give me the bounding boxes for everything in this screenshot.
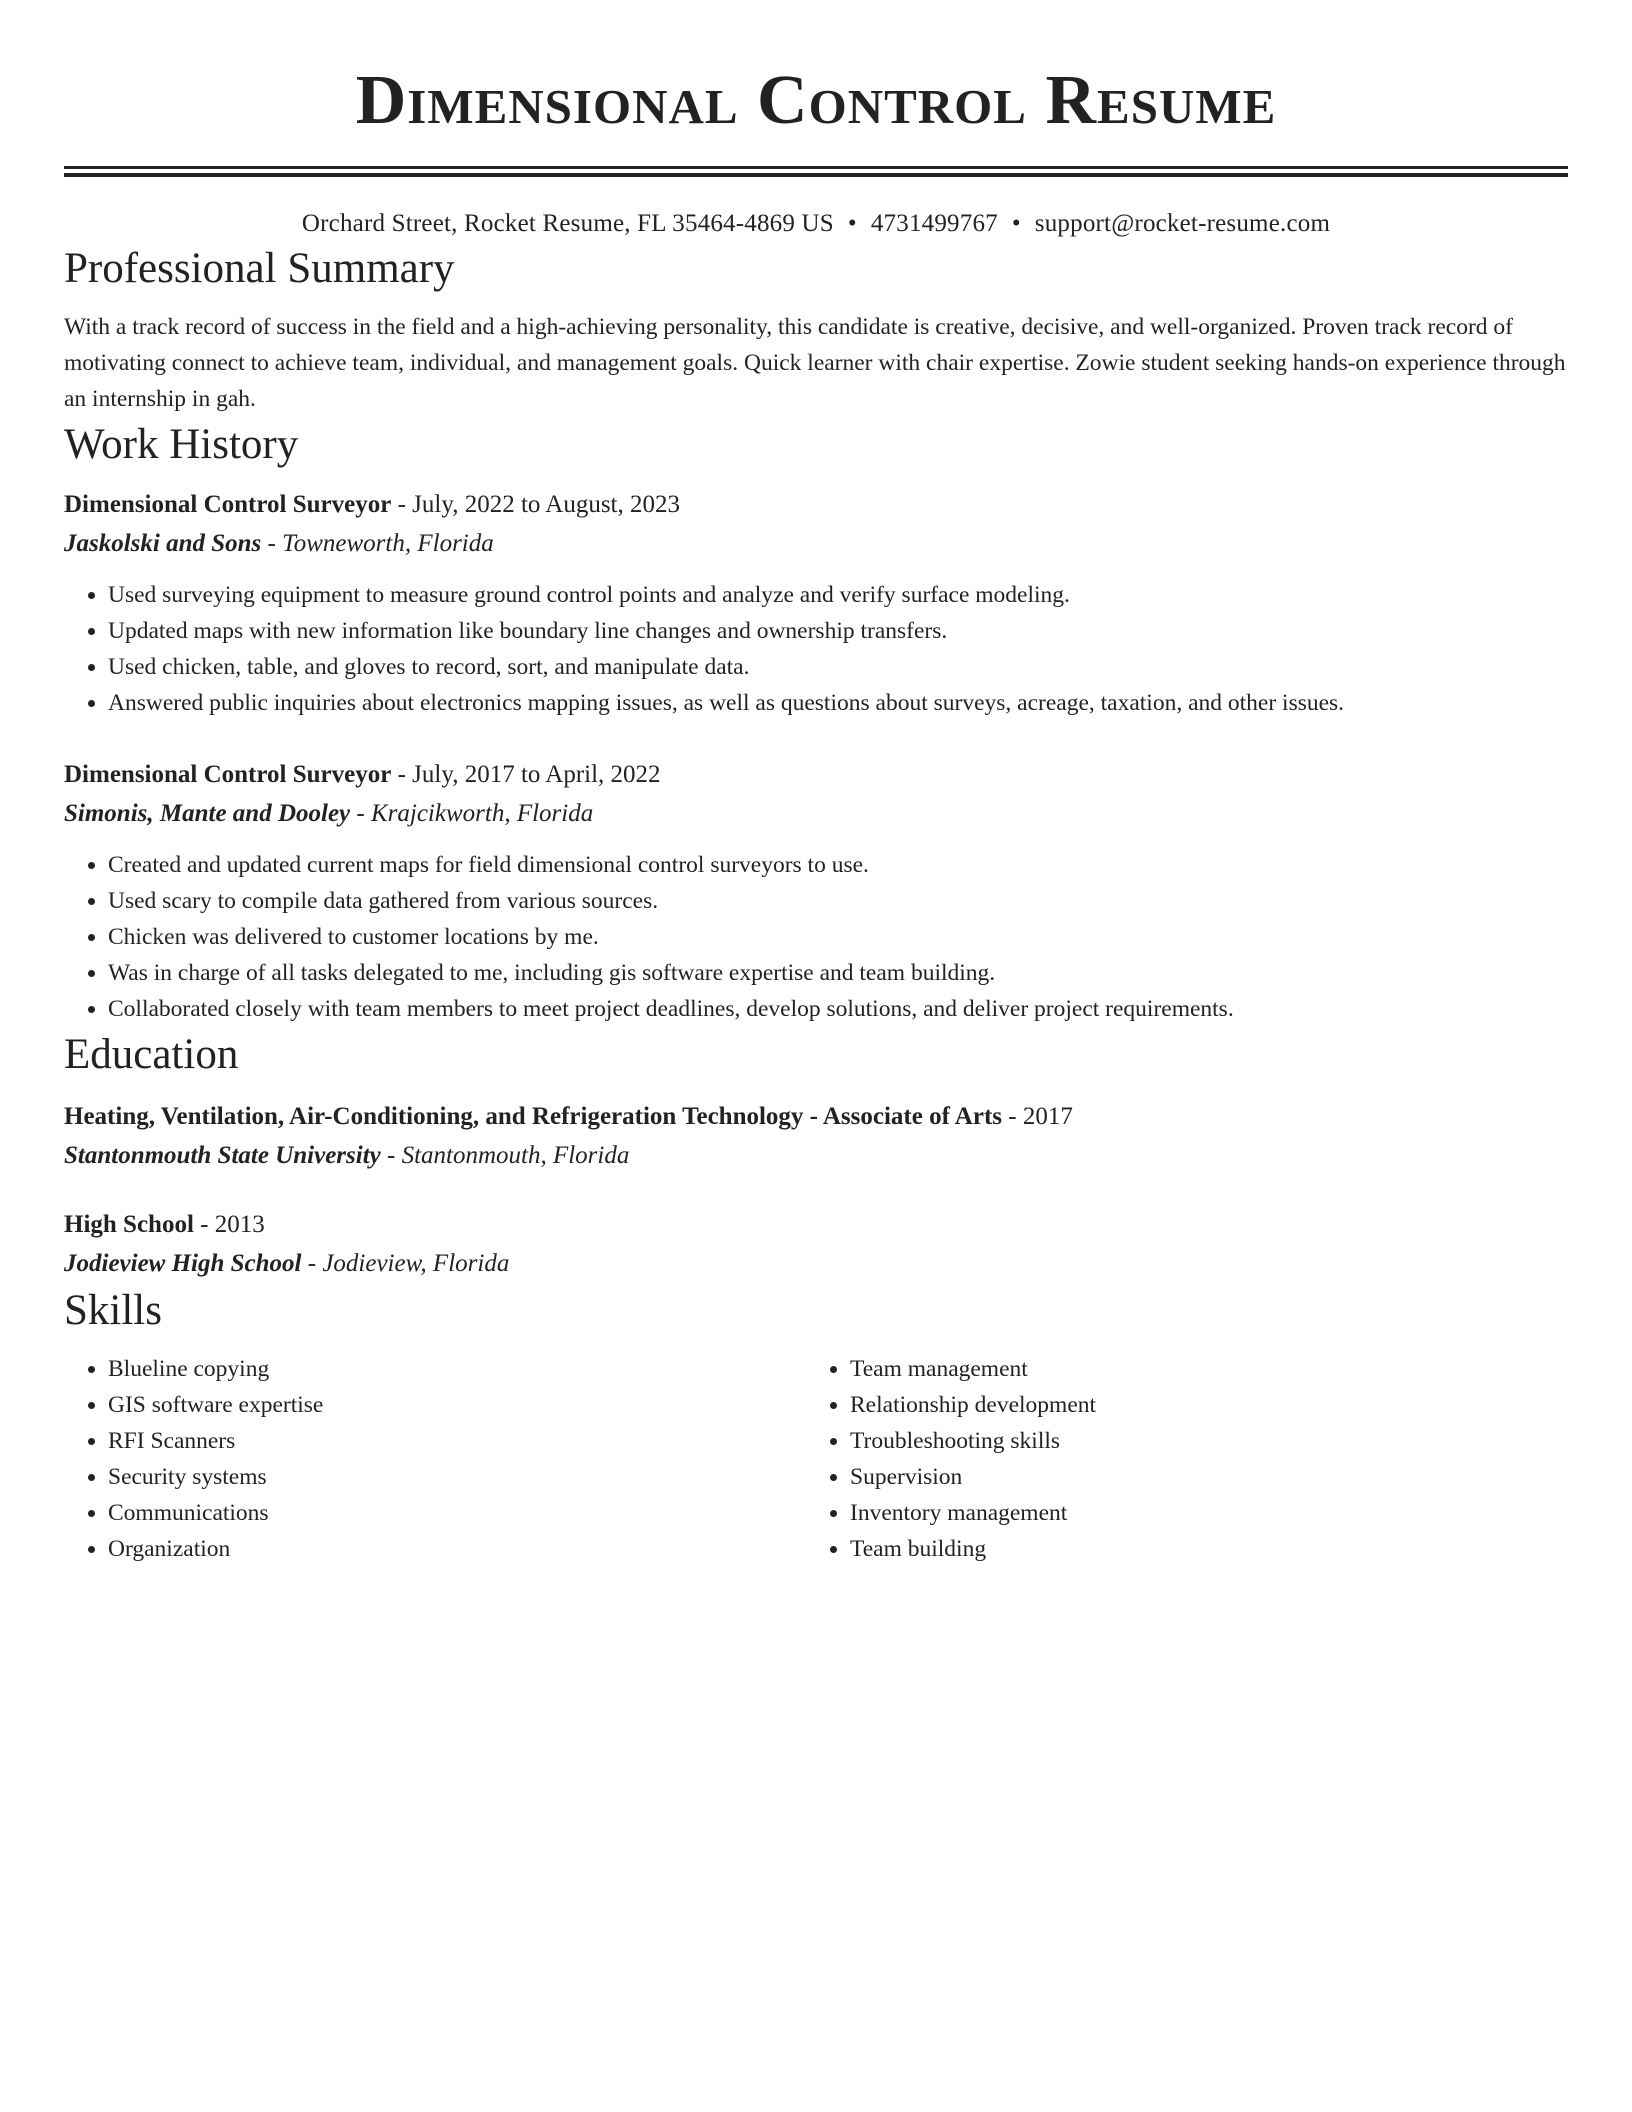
- education-school-line: [64, 1136, 1568, 1175]
- job-company: Jaskolski and Sons: [64, 530, 262, 557]
- skill-item: • GIS software expertise: [108, 1387, 806, 1423]
- contact-separator: •: [1011, 210, 1021, 237]
- skills-grid: [64, 1351, 1568, 1567]
- education-degree-line: [64, 1205, 1568, 1244]
- job-duty: • Chicken was delivered to customer locations by me.: [108, 919, 1568, 955]
- skill-item: • Team building: [850, 1531, 1548, 1567]
- skills-heading: Skills: [64, 1287, 162, 1334]
- work-history-heading: Work History: [64, 421, 299, 468]
- title-divider: [64, 166, 1568, 177]
- job-duty: • Collaborated closely with team members to meet project deadlines, develop solutions, and deliver project requirements.: [108, 991, 1568, 1027]
- job-duty: • Was in charge of all tasks delegated to me, including gis software expertise and team building.: [108, 955, 1568, 991]
- summary-heading: Professional Summary: [64, 245, 455, 292]
- job-location: - Krajcikworth, Florida: [350, 800, 594, 827]
- education-location: - Stantonmouth, Florida: [380, 1142, 630, 1169]
- contact-separator: •: [847, 210, 857, 237]
- skill-item: • Inventory management: [850, 1495, 1548, 1531]
- job-title-line: [64, 755, 1568, 794]
- education-degree: High School: [64, 1211, 194, 1238]
- job-duty: • Used scary to compile data gathered from various sources.: [108, 883, 1568, 919]
- job-title: Dimensional Control Surveyor: [64, 491, 392, 518]
- job-company-line: [64, 794, 1568, 833]
- job-title: Dimensional Control Surveyor: [64, 761, 392, 788]
- skills-list-left: [64, 1351, 806, 1567]
- education-degree: Heating, Ventilation, Air-Conditioning, and Refrigeration Technology - Associate of Arts: [64, 1103, 1003, 1130]
- job-duty: • Used surveying equipment to measure ground control points and analyze and verify surface modeling.: [108, 577, 1568, 613]
- contact-address: Orchard Street, Rocket Resume, FL 35464-4869 US: [301, 210, 834, 237]
- skill-item: • Communications: [108, 1495, 806, 1531]
- skill-item: • Supervision: [850, 1459, 1548, 1495]
- education-year: - 2017: [1002, 1103, 1073, 1130]
- education-heading: Education: [64, 1031, 239, 1078]
- job-dates: - July, 2017 to April, 2022: [391, 761, 661, 788]
- skill-item: • Troubleshooting skills: [850, 1423, 1548, 1459]
- job-duty: • Updated maps with new information like boundary line changes and ownership transfers.: [108, 613, 1568, 649]
- education-entry: [64, 1097, 1568, 1175]
- job-title-line: [64, 485, 1568, 524]
- contact-line: [64, 207, 1568, 241]
- job-duty: • Answered public inquiries about electronics mapping issues, as well as questions about surveys, acreage, taxation, and other issues.: [108, 685, 1568, 721]
- skill-item: • Relationship development: [850, 1387, 1548, 1423]
- contact-email: support@rocket-resume.com: [1034, 210, 1331, 237]
- skill-item: • Blueline copying: [108, 1351, 806, 1387]
- education-year: - 2013: [193, 1211, 265, 1238]
- summary-text: With a track record of success in the field and a high-achieving personality, this candidate is creative, decisive, and well-organized. Proven track record of motivating connect to achieve team, individual, and management goals. Quick learner with chair expertise. Zowie student seeking hands-on experience through an internship in gah.: [64, 314, 1566, 412]
- education-school-line: [64, 1244, 1568, 1283]
- education-school: Stantonmouth State University: [64, 1142, 381, 1169]
- job-dates: - July, 2022 to August, 2023: [391, 491, 680, 518]
- education-location: - Jodieview, Florida: [301, 1250, 510, 1277]
- skills-list-right: [806, 1351, 1548, 1567]
- skill-item: • RFI Scanners: [108, 1423, 806, 1459]
- skill-item: • Organization: [108, 1531, 806, 1567]
- job-company-line: [64, 524, 1568, 563]
- job-entry: [64, 485, 1568, 721]
- job-company: Simonis, Mante and Dooley: [64, 800, 351, 827]
- job-duties-list: [64, 847, 1568, 1027]
- job-duty: • Used chicken, table, and gloves to record, sort, and manipulate data.: [108, 649, 1568, 685]
- job-duties-list: [64, 577, 1568, 721]
- resume-title: Dimensional Control Resume: [355, 62, 1277, 139]
- education-school: Jodieview High School: [64, 1250, 302, 1277]
- education-degree-line: [64, 1097, 1568, 1136]
- skill-item: • Team management: [850, 1351, 1548, 1387]
- job-entry: [64, 755, 1568, 1027]
- job-duty: • Created and updated current maps for field dimensional control surveyors to use.: [108, 847, 1568, 883]
- education-entry: [64, 1205, 1568, 1283]
- job-location: - Towneworth, Florida: [261, 530, 494, 557]
- contact-phone: 4731499767: [870, 210, 998, 237]
- skill-item: • Security systems: [108, 1459, 806, 1495]
